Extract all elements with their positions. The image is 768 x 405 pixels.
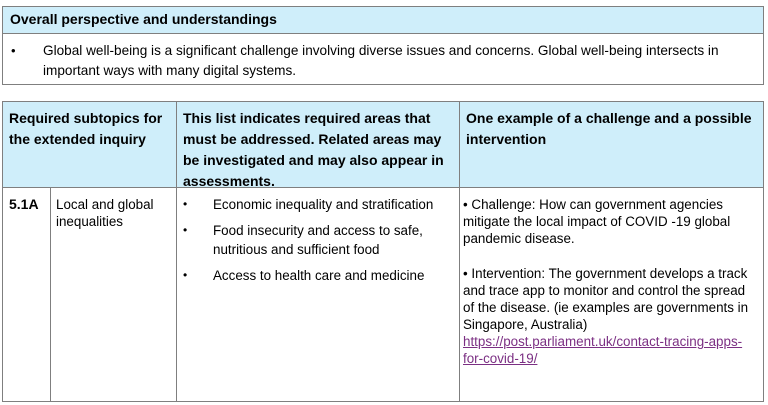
overview-text: Global well-being is a significant challenge involving diverse issues and concerns. Global well-being intersects in important ways with many digital systems. bbox=[43, 43, 719, 78]
challenge-text: • Challenge: How can government agencies mitigate the local impact of COVID -19 global pandemic disease. bbox=[463, 197, 731, 246]
header-subtopics: Required subtopics for the extended inquiry bbox=[9, 110, 163, 147]
header-areas: This list indicates required areas that must be addressed. Related areas may be investigated and may also appear in assessments. bbox=[183, 110, 444, 189]
subtopic-code: 5.1A bbox=[9, 196, 39, 212]
contact-tracing-link[interactable]: https://post.parliament.uk/contact-tracing-apps-for-covid-19/ bbox=[463, 334, 743, 366]
list-item: • Food insecurity and access to safe, nutritious and sufficient food bbox=[183, 223, 423, 257]
bullet-icon: • bbox=[183, 197, 188, 211]
intervention-text: • Intervention: The government develops a track and trace app to monitor and control the spread of the disease. (ie examples are governments in Singapore, Australia) bbox=[463, 266, 749, 332]
bullet-icon: • bbox=[183, 223, 188, 237]
example-cell bbox=[460, 188, 763, 367]
header-example: One example of a challenge and a possible intervention bbox=[466, 110, 752, 147]
subtopics-table bbox=[2, 101, 764, 402]
overview-heading: Overall perspective and understandings bbox=[3, 7, 763, 34]
areas-list bbox=[177, 188, 460, 292]
subtopic-name: Local and global inequalities bbox=[56, 197, 154, 229]
list-item: • Economic inequality and stratification bbox=[183, 197, 434, 212]
overview-box bbox=[2, 6, 764, 85]
list-item: • Access to health care and medicine bbox=[183, 268, 425, 283]
bullet-icon: • bbox=[11, 43, 16, 58]
bullet-icon: • bbox=[183, 268, 188, 282]
overview-body bbox=[3, 34, 763, 81]
